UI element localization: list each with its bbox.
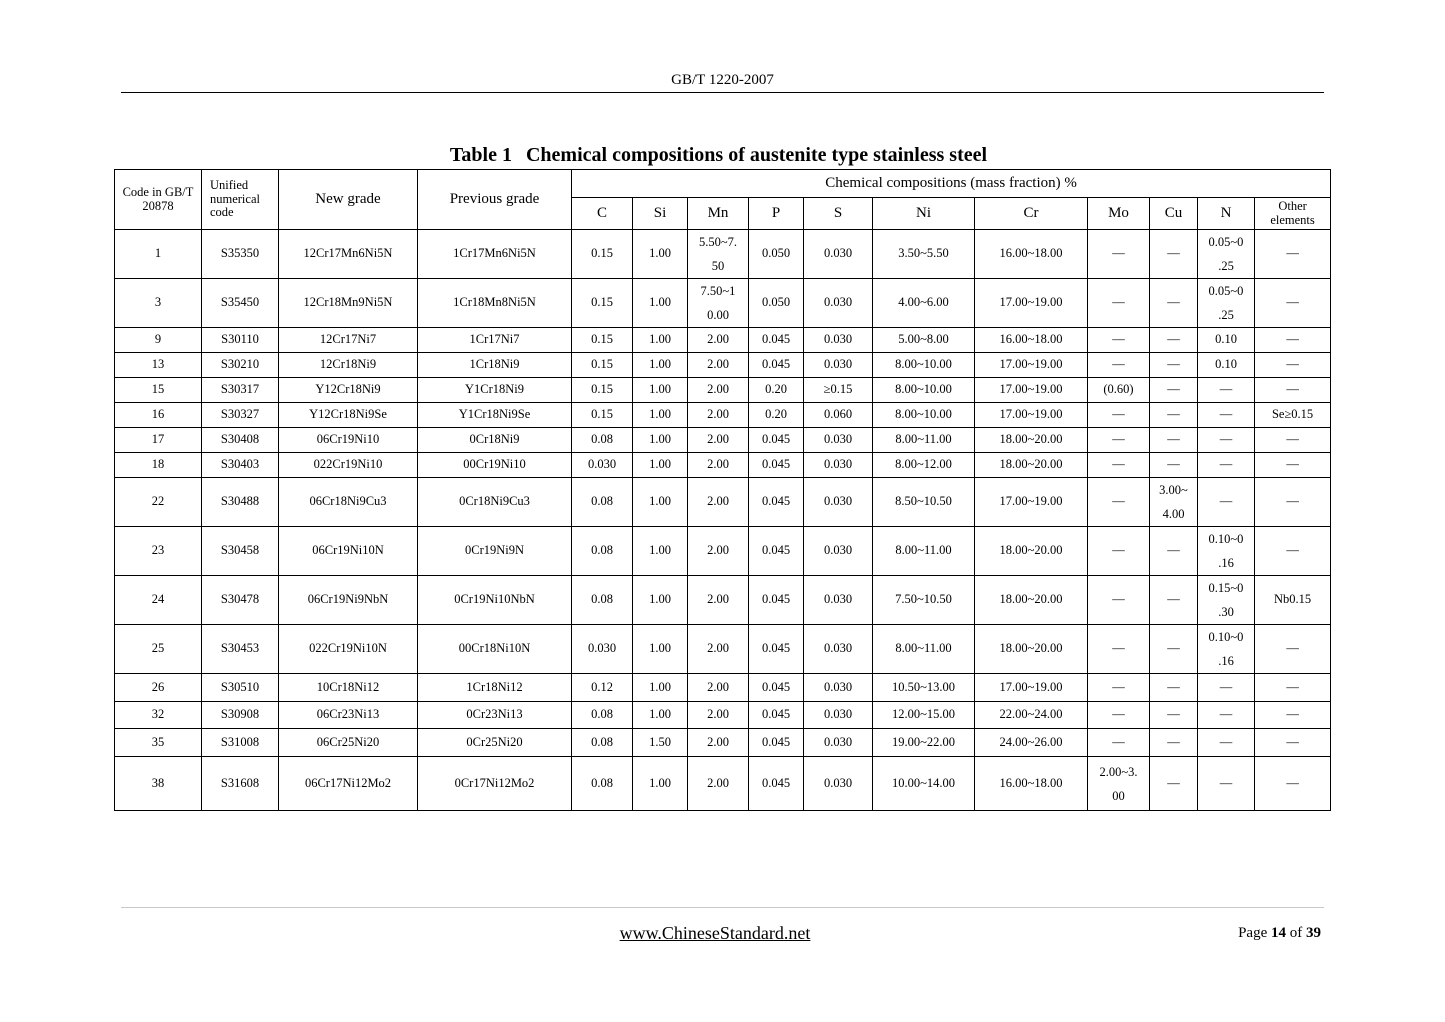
cell-ni: 10.00~14.00 [873,757,975,811]
cell-mo: — [1088,328,1150,353]
cell-other: — [1255,757,1331,811]
table-header [115,170,1331,230]
cell-n: — [1198,702,1255,729]
cell-ni: 4.00~6.00 [873,279,975,328]
cell-previous-grade: 0Cr23Ni13 [418,702,572,729]
cell-n: 0.10 [1198,328,1255,353]
cell-si: 1.00 [633,757,688,811]
cell-cr: 24.00~26.00 [975,729,1088,757]
header-element-si: Si [633,198,688,230]
cell-ni: 8.00~11.00 [873,625,975,674]
cell-si: 1.00 [633,378,688,403]
cell-si: 1.00 [633,674,688,702]
cell-cr: 16.00~18.00 [975,230,1088,279]
cell-other: — [1255,478,1331,527]
cell-si: 1.00 [633,527,688,576]
cell-mo: — [1088,674,1150,702]
cell-previous-grade: 0Cr17Ni12Mo2 [418,757,572,811]
cell-cu: — [1150,527,1198,576]
cell-mn: 5.50~7. 50 [688,230,749,279]
cell-s: 0.030 [804,674,873,702]
cell-other: Se≥0.15 [1255,403,1331,428]
table-row [115,428,1331,453]
table-row [115,403,1331,428]
cell-n: — [1198,757,1255,811]
cell-s: 0.030 [804,625,873,674]
cell-previous-grade: 0Cr25Ni20 [418,729,572,757]
cell-cu: — [1150,757,1198,811]
cell-mo: — [1088,428,1150,453]
cell-previous-grade: 1Cr17Ni7 [418,328,572,353]
cell-s: 0.030 [804,757,873,811]
cell-cu: — [1150,403,1198,428]
cell-new-grade: 06Cr17Ni12Mo2 [279,757,418,811]
cell-previous-grade: 00Cr18Ni10N [418,625,572,674]
cell-new-grade: 12Cr17Mn6Ni5N [279,230,418,279]
table-caption-number: Table 1 [449,144,512,166]
cell-unified-code: S30110 [202,328,279,353]
cell-other: — [1255,625,1331,674]
cell-cr: 18.00~20.00 [975,527,1088,576]
header-element-c: C [572,198,633,230]
cell-s: 0.030 [804,353,873,378]
cell-c: 0.08 [572,576,633,625]
cell-s: 0.030 [804,527,873,576]
cell-other: — [1255,453,1331,478]
cell-cr: 22.00~24.00 [975,702,1088,729]
cell-mo: — [1088,729,1150,757]
cell-c: 0.15 [572,328,633,353]
cell-cu: — [1150,230,1198,279]
cell-mo: — [1088,230,1150,279]
cell-si: 1.00 [633,230,688,279]
cell-new-grade: 06Cr23Ni13 [279,702,418,729]
cell-mn: 2.00 [688,403,749,428]
cell-cu: — [1150,729,1198,757]
cell-p: 0.050 [749,279,804,328]
cell-new-grade: 06Cr19Ni9NbN [279,576,418,625]
cell-mn: 2.00 [688,527,749,576]
cell-si: 1.00 [633,403,688,428]
cell-mn: 2.00 [688,453,749,478]
cell-mo: — [1088,625,1150,674]
cell-ni: 8.00~12.00 [873,453,975,478]
cell-other: — [1255,328,1331,353]
cell-unified-code: S30327 [202,403,279,428]
cell-mo: — [1088,576,1150,625]
cell-mn: 2.00 [688,729,749,757]
cell-ni: 8.00~10.00 [873,378,975,403]
table-row [115,279,1331,328]
cell-ni: 8.00~10.00 [873,403,975,428]
cell-si: 1.00 [633,279,688,328]
cell-n: 0.10~0 .16 [1198,625,1255,674]
cell-new-grade: 06Cr19Ni10 [279,428,418,453]
table-row [115,378,1331,403]
header-element-p: P [749,198,804,230]
cell-previous-grade: 0Cr18Ni9 [418,428,572,453]
cell-cr: 18.00~20.00 [975,428,1088,453]
cell-c: 0.030 [572,453,633,478]
cell-c: 0.08 [572,757,633,811]
cell-previous-grade: 0Cr19Ni9N [418,527,572,576]
cell-n: — [1198,378,1255,403]
cell-previous-grade: Y1Cr18Ni9Se [418,403,572,428]
cell-c: 0.15 [572,353,633,378]
header-element-cu: Cu [1150,198,1198,230]
cell-p: 0.050 [749,230,804,279]
cell-code: 15 [115,378,202,403]
cell-code: 17 [115,428,202,453]
cell-n: 0.10~0 .16 [1198,527,1255,576]
cell-previous-grade: 00Cr19Ni10 [418,453,572,478]
cell-s: ≥0.15 [804,378,873,403]
cell-cu: — [1150,453,1198,478]
cell-unified-code: S30453 [202,625,279,674]
cell-unified-code: S35350 [202,230,279,279]
cell-ni: 7.50~10.50 [873,576,975,625]
cell-n: — [1198,674,1255,702]
cell-n: 0.15~0 .30 [1198,576,1255,625]
table-caption [0,144,1437,167]
cell-ni: 8.00~10.00 [873,353,975,378]
cell-p: 0.045 [749,428,804,453]
header-chemical-compositions: Chemical compositions (mass fraction) % [572,170,1331,198]
cell-code: 16 [115,403,202,428]
cell-previous-grade: 0Cr18Ni9Cu3 [418,478,572,527]
cell-p: 0.045 [749,757,804,811]
cell-c: 0.08 [572,527,633,576]
page-of: of [1289,925,1303,941]
cell-code: 32 [115,702,202,729]
cell-cu: — [1150,625,1198,674]
cell-previous-grade: 1Cr18Ni12 [418,674,572,702]
cell-cu: — [1150,279,1198,328]
cell-code: 26 [115,674,202,702]
cell-code: 9 [115,328,202,353]
cell-mo: — [1088,453,1150,478]
cell-other: — [1255,729,1331,757]
cell-mn: 2.00 [688,674,749,702]
cell-unified-code: S30210 [202,353,279,378]
cell-new-grade: 022Cr19Ni10 [279,453,418,478]
cell-other: Nb0.15 [1255,576,1331,625]
table-row [115,353,1331,378]
cell-s: 0.030 [804,453,873,478]
cell-c: 0.15 [572,378,633,403]
cell-cr: 16.00~18.00 [975,757,1088,811]
chemical-composition-table [114,169,1331,811]
table-row [115,757,1331,811]
cell-mn: 2.00 [688,378,749,403]
table-caption-title: Chemical compositions of austenite type stainless steel [525,144,988,166]
cell-s: 0.060 [804,403,873,428]
cell-p: 0.045 [749,478,804,527]
cell-unified-code: S30408 [202,428,279,453]
cell-code: 13 [115,353,202,378]
cell-mn: 2.00 [688,757,749,811]
cell-mn: 7.50~1 0.00 [688,279,749,328]
cell-si: 1.00 [633,576,688,625]
cell-p: 0.045 [749,353,804,378]
cell-p: 0.045 [749,674,804,702]
cell-mo: — [1088,353,1150,378]
cell-previous-grade: 0Cr19Ni10NbN [418,576,572,625]
cell-cr: 18.00~20.00 [975,453,1088,478]
cell-unified-code: S30908 [202,702,279,729]
cell-new-grade: 06Cr18Ni9Cu3 [279,478,418,527]
cell-unified-code: S30488 [202,478,279,527]
cell-mn: 2.00 [688,428,749,453]
cell-s: 0.030 [804,328,873,353]
header-new-grade: New grade [279,170,418,230]
cell-new-grade: Y12Cr18Ni9Se [279,403,418,428]
cell-mn: 2.00 [688,576,749,625]
header-code: Code in GB/T 20878 [115,170,202,230]
cell-n: — [1198,478,1255,527]
cell-new-grade: 12Cr17Ni7 [279,328,418,353]
cell-code: 38 [115,757,202,811]
cell-code: 22 [115,478,202,527]
cell-unified-code: S30478 [202,576,279,625]
cell-p: 0.045 [749,328,804,353]
cell-new-grade: 12Cr18Ni9 [279,353,418,378]
table-row [115,576,1331,625]
header-previous-grade: Previous grade [418,170,572,230]
cell-unified-code: S31608 [202,757,279,811]
cell-si: 1.00 [633,428,688,453]
cell-code: 3 [115,279,202,328]
cell-ni: 8.50~10.50 [873,478,975,527]
cell-c: 0.08 [572,729,633,757]
cell-c: 0.08 [572,428,633,453]
cell-new-grade: Y12Cr18Ni9 [279,378,418,403]
cell-cr: 16.00~18.00 [975,328,1088,353]
cell-unified-code: S30510 [202,674,279,702]
cell-p: 0.045 [749,702,804,729]
table-row [115,674,1331,702]
cell-unified-code: S31008 [202,729,279,757]
cell-new-grade: 022Cr19Ni10N [279,625,418,674]
table-row [115,453,1331,478]
cell-new-grade: 06Cr19Ni10N [279,527,418,576]
header-element-mn: Mn [688,198,749,230]
cell-si: 1.00 [633,453,688,478]
cell-mo: — [1088,279,1150,328]
cell-s: 0.030 [804,478,873,527]
cell-c: 0.08 [572,702,633,729]
cell-cu: — [1150,353,1198,378]
cell-other: — [1255,428,1331,453]
cell-cu: — [1150,576,1198,625]
cell-n: — [1198,403,1255,428]
cell-p: 0.20 [749,378,804,403]
cell-cr: 17.00~19.00 [975,378,1088,403]
table-row [115,328,1331,353]
cell-other: — [1255,279,1331,328]
header-element-ni: Ni [873,198,975,230]
cell-cr: 18.00~20.00 [975,625,1088,674]
cell-mo: — [1088,702,1150,729]
cell-previous-grade: 1Cr18Mn8Ni5N [418,279,572,328]
cell-new-grade: 06Cr25Ni20 [279,729,418,757]
cell-cr: 17.00~19.00 [975,403,1088,428]
cell-other: — [1255,674,1331,702]
header-element-s: S [804,198,873,230]
cell-si: 1.00 [633,353,688,378]
cell-ni: 5.00~8.00 [873,328,975,353]
cell-c: 0.15 [572,403,633,428]
cell-si: 1.00 [633,702,688,729]
cell-mo: 2.00~3. 00 [1088,757,1150,811]
header-element-mo: Mo [1088,198,1150,230]
cell-mo: — [1088,478,1150,527]
cell-other: — [1255,353,1331,378]
cell-ni: 8.00~11.00 [873,527,975,576]
cell-si: 1.00 [633,478,688,527]
table-row [115,702,1331,729]
cell-code: 24 [115,576,202,625]
cell-unified-code: S30317 [202,378,279,403]
cell-n: — [1198,729,1255,757]
cell-other: — [1255,702,1331,729]
cell-code: 35 [115,729,202,757]
header-divider [121,92,1324,93]
cell-code: 23 [115,527,202,576]
cell-other: — [1255,230,1331,279]
cell-unified-code: S30403 [202,453,279,478]
cell-n: 0.10 [1198,353,1255,378]
cell-c: 0.12 [572,674,633,702]
cell-cr: 17.00~19.00 [975,674,1088,702]
page-current: 14 [1271,925,1286,941]
cell-s: 0.030 [804,729,873,757]
cell-cr: 18.00~20.00 [975,576,1088,625]
cell-c: 0.08 [572,478,633,527]
cell-s: 0.030 [804,279,873,328]
cell-mn: 2.00 [688,478,749,527]
cell-mn: 2.00 [688,328,749,353]
cell-previous-grade: Y1Cr18Ni9 [418,378,572,403]
cell-si: 1.00 [633,328,688,353]
cell-other: — [1255,527,1331,576]
page-total: 39 [1306,925,1321,941]
cell-c: 0.15 [572,279,633,328]
header-element-cr: Cr [975,198,1088,230]
cell-cu: — [1150,428,1198,453]
cell-si: 1.00 [633,625,688,674]
cell-mn: 2.00 [688,625,749,674]
cell-s: 0.030 [804,576,873,625]
website-link[interactable]: www.ChineseStandard.net [619,923,811,943]
header-other-elements: Other elements [1255,198,1331,230]
cell-s: 0.030 [804,702,873,729]
cell-p: 0.045 [749,453,804,478]
table-row [115,230,1331,279]
header-unified-code: Unified numerical code [202,170,279,230]
cell-previous-grade: 1Cr18Ni9 [418,353,572,378]
cell-p: 0.045 [749,729,804,757]
cell-si: 1.50 [633,729,688,757]
cell-code: 1 [115,230,202,279]
cell-code: 18 [115,453,202,478]
cell-mn: 2.00 [688,702,749,729]
cell-cr: 17.00~19.00 [975,279,1088,328]
cell-other: — [1255,378,1331,403]
cell-cu: — [1150,674,1198,702]
page-label: Page [1238,925,1268,941]
cell-n: 0.05~0 .25 [1198,279,1255,328]
cell-cu: — [1150,702,1198,729]
table-row [115,729,1331,757]
footer-divider [121,907,1324,908]
cell-cu: — [1150,328,1198,353]
cell-ni: 10.50~13.00 [873,674,975,702]
cell-unified-code: S35450 [202,279,279,328]
cell-cu: — [1150,378,1198,403]
cell-mo: — [1088,527,1150,576]
cell-mo: (0.60) [1088,378,1150,403]
cell-ni: 12.00~15.00 [873,702,975,729]
cell-n: 0.05~0 .25 [1198,230,1255,279]
cell-ni: 19.00~22.00 [873,729,975,757]
cell-c: 0.15 [572,230,633,279]
cell-cr: 17.00~19.00 [975,478,1088,527]
cell-ni: 3.50~5.50 [873,230,975,279]
cell-mn: 2.00 [688,353,749,378]
document-header-title: GB/T 1220-2007 [671,72,774,88]
table-body [115,230,1331,811]
cell-unified-code: S30458 [202,527,279,576]
table-row [115,478,1331,527]
page-indicator [1238,925,1321,942]
cell-p: 0.045 [749,576,804,625]
table-row [115,625,1331,674]
cell-code: 25 [115,625,202,674]
header-element-n: N [1198,198,1255,230]
cell-n: — [1198,453,1255,478]
cell-cu: 3.00~ 4.00 [1150,478,1198,527]
cell-s: 0.030 [804,428,873,453]
cell-mo: — [1088,403,1150,428]
cell-p: 0.045 [749,625,804,674]
cell-p: 0.045 [749,527,804,576]
cell-previous-grade: 1Cr17Mn6Ni5N [418,230,572,279]
cell-c: 0.030 [572,625,633,674]
cell-p: 0.20 [749,403,804,428]
cell-ni: 8.00~11.00 [873,428,975,453]
table-row [115,527,1331,576]
cell-new-grade: 12Cr18Mn9Ni5N [279,279,418,328]
cell-cr: 17.00~19.00 [975,353,1088,378]
cell-n: — [1198,428,1255,453]
cell-new-grade: 10Cr18Ni12 [279,674,418,702]
cell-s: 0.030 [804,230,873,279]
